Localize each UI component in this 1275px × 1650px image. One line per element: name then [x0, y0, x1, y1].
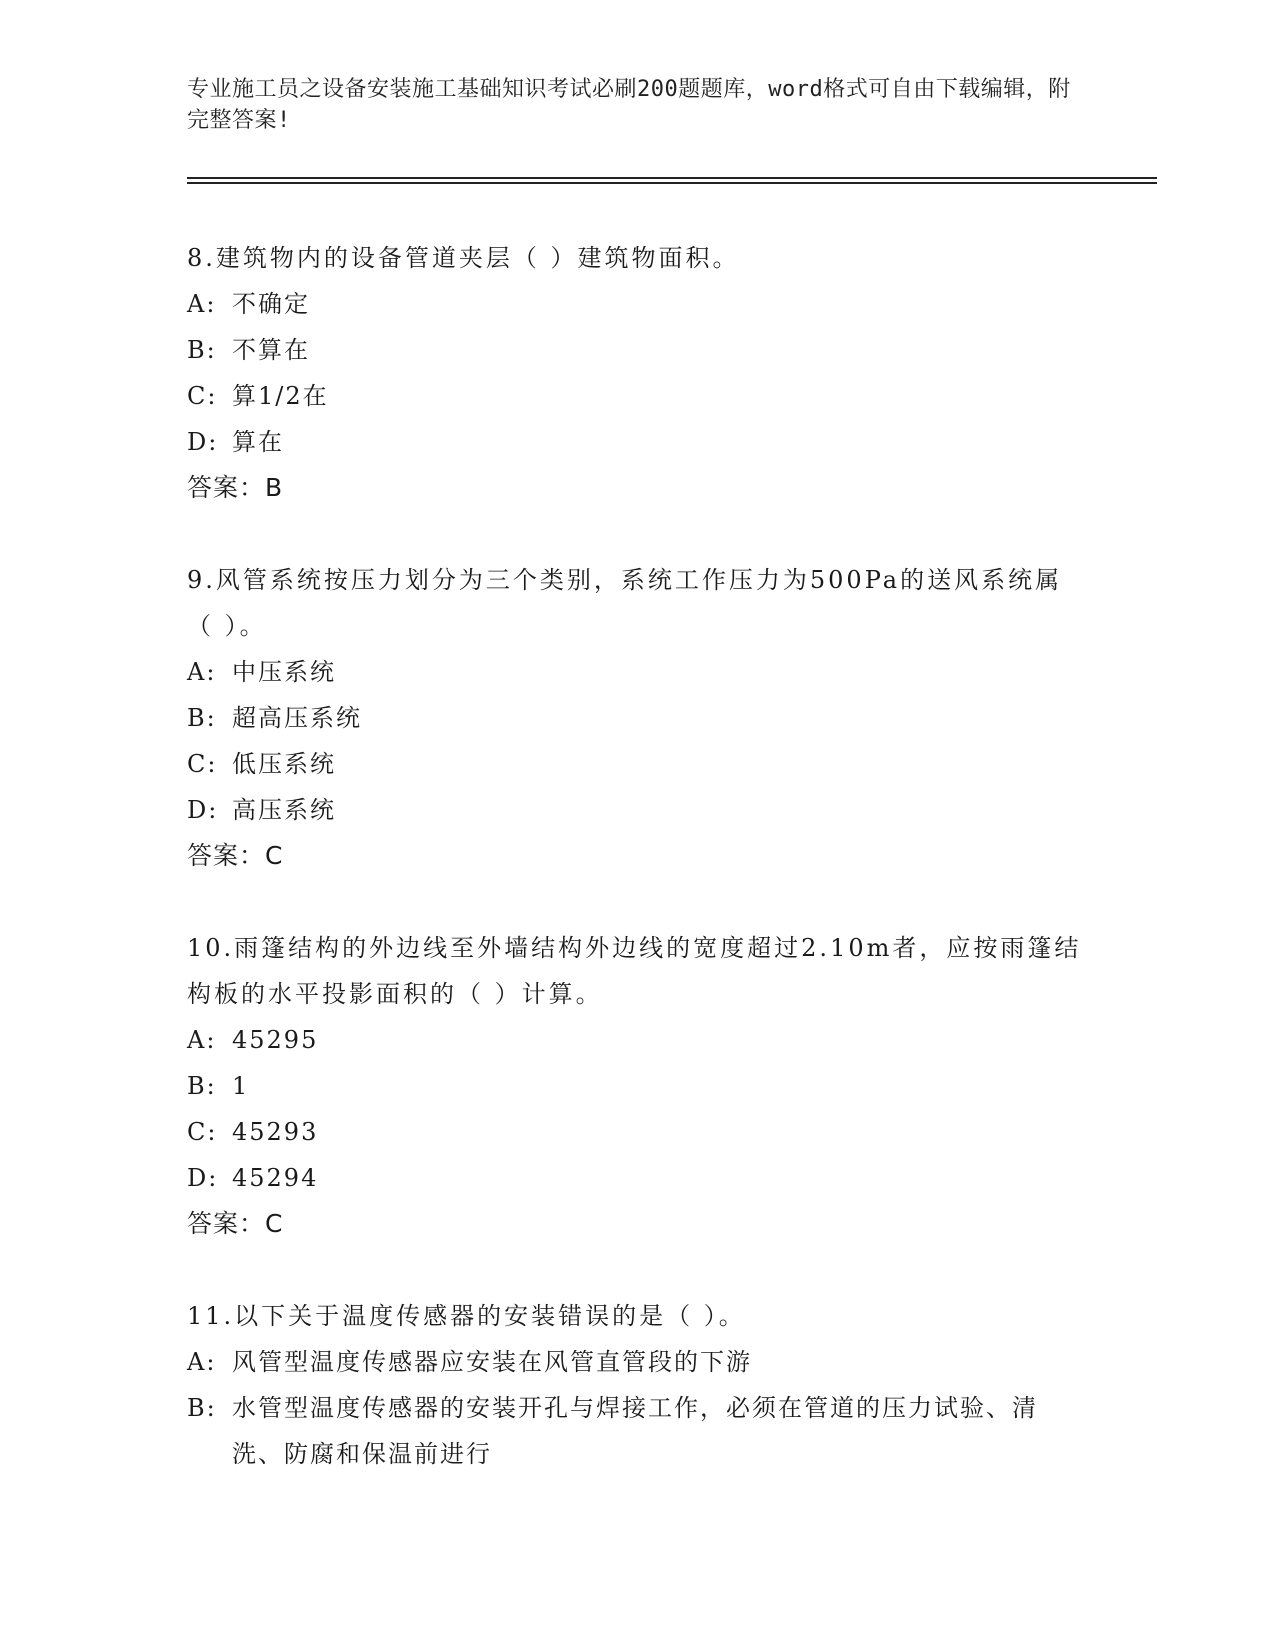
option-a — [187, 1339, 1087, 1385]
option-letter: B: — [187, 1072, 217, 1100]
question-stem: 8.建筑物内的设备管道夹层（ ）建筑物面积。 — [187, 244, 740, 272]
header-divider-top — [187, 177, 1157, 179]
question-list — [187, 235, 1087, 1523]
option-d — [187, 1155, 1087, 1201]
option-letter: B: — [187, 1394, 217, 1422]
option-a — [187, 649, 1087, 695]
question-9 — [187, 557, 1087, 879]
question-8 — [187, 235, 1087, 511]
option-letter: A: — [187, 658, 217, 686]
option-letter: C: — [187, 1118, 218, 1146]
answer-line: 答案：B — [187, 473, 284, 502]
option-text: 不确定 — [232, 290, 310, 318]
option-text: 超高压系统 — [232, 704, 362, 732]
option-text: 45295 — [232, 1026, 319, 1054]
header-divider-bottom — [187, 182, 1157, 184]
option-c — [187, 373, 1087, 419]
option-text: 风管型温度传感器应安装在风管直管段的下游 — [232, 1348, 752, 1376]
question-stem: 11.以下关于温度传感器的安装错误的是（ ）。 — [187, 1302, 746, 1330]
option-letter: D: — [187, 428, 219, 456]
option-b — [187, 1063, 1087, 1109]
option-text: 水管型温度传感器的安装开孔与焊接工作，必须在管道的压力试验、清洗、防腐和保温前进行 — [232, 1394, 1038, 1468]
question-11 — [187, 1293, 1087, 1477]
question-10 — [187, 925, 1087, 1247]
option-letter: A: — [187, 290, 217, 318]
option-letter: D: — [187, 1164, 219, 1192]
option-letter: B: — [187, 336, 217, 364]
option-a — [187, 1017, 1087, 1063]
option-text: 1 — [232, 1072, 250, 1100]
option-text: 45294 — [232, 1164, 319, 1192]
option-text: 算1/2在 — [232, 382, 329, 410]
option-letter: C: — [187, 382, 218, 410]
option-b — [187, 327, 1087, 373]
document-title: 专业施工员之设备安装施工基础知识考试必刷200题题库，word格式可自由下载编辑，附完整答案! — [187, 77, 1071, 133]
question-stem: 10.雨篷结构的外边线至外墙结构外边线的宽度超过2.10m者，应按雨篷结构板的水平投影面积的（ ）计算。 — [187, 934, 1082, 1008]
option-letter: B: — [187, 704, 217, 732]
option-letter: C: — [187, 750, 218, 778]
option-b — [187, 695, 1087, 741]
question-stem: 9.风管系统按压力划分为三个类别，系统工作压力为500Pa的送风系统属（ ）。 — [187, 566, 1063, 640]
option-text: 45293 — [232, 1118, 319, 1146]
option-text: 低压系统 — [232, 750, 336, 778]
option-text: 中压系统 — [232, 658, 336, 686]
answer-line: 答案：C — [187, 1209, 284, 1238]
option-letter: A: — [187, 1348, 217, 1376]
option-b — [187, 1385, 1087, 1477]
document-header — [187, 74, 1087, 136]
option-text: 算在 — [232, 428, 284, 456]
option-c — [187, 741, 1087, 787]
option-d — [187, 419, 1087, 465]
answer-line: 答案：C — [187, 841, 284, 870]
option-text: 高压系统 — [232, 796, 336, 824]
option-d — [187, 787, 1087, 833]
option-text: 不算在 — [232, 336, 310, 364]
option-c — [187, 1109, 1087, 1155]
option-letter: A: — [187, 1026, 217, 1054]
option-letter: D: — [187, 796, 219, 824]
option-a — [187, 281, 1087, 327]
